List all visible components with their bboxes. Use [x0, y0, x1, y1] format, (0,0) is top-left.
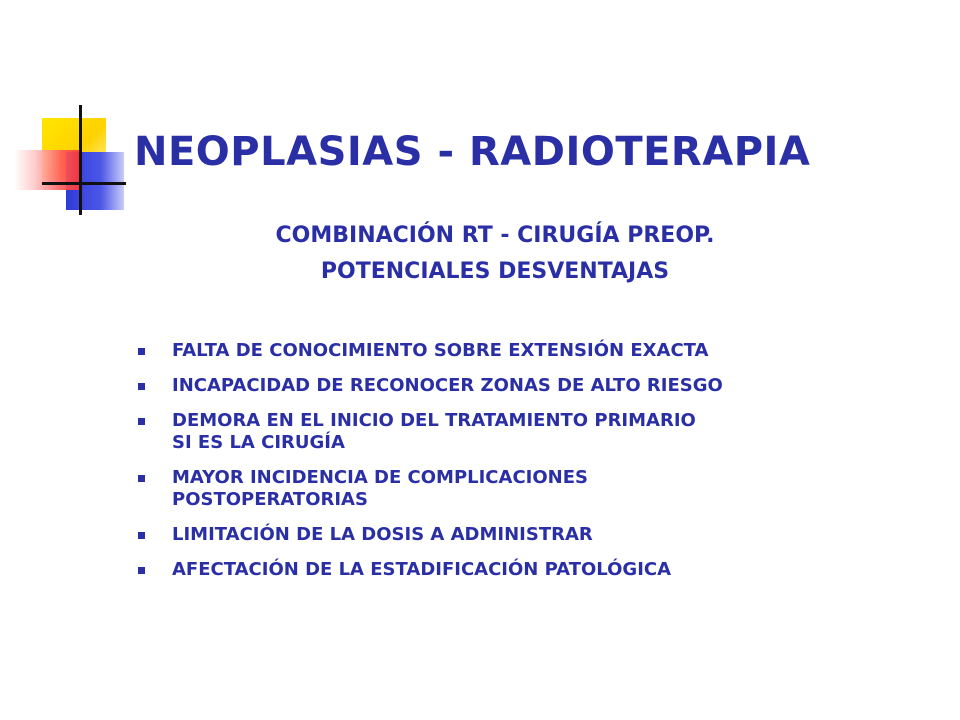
bullet-text: LIMITACIÓN DE LA DOSIS A ADMINISTRAR: [172, 524, 593, 545]
bullet-text: INCAPACIDAD DE RECONOCER ZONAS DE ALTO RIESGO: [172, 375, 723, 396]
square-bullet-icon: [138, 532, 145, 539]
bullet-item: [134, 410, 934, 454]
slide-title: NEOPLASIAS - RADIOTERAPIA: [134, 129, 811, 175]
bullet-item: [134, 340, 934, 362]
bullet-text: MAYOR INCIDENCIA DE COMPLICACIONES: [172, 467, 588, 488]
bullet-item: [134, 524, 934, 546]
subheading: [150, 218, 840, 290]
decorative-squares-logo: [0, 0, 140, 240]
vertical-line: [79, 105, 82, 215]
square-bullet-icon: [138, 567, 145, 574]
square-bullet-icon: [138, 475, 145, 482]
square-bullet-icon: [138, 418, 145, 425]
bullet-item: [134, 559, 934, 581]
subheading-line-2: POTENCIALES DESVENTAJAS: [320, 259, 670, 284]
bullet-text: AFECTACIÓN DE LA ESTADIFICACIÓN PATOLÓGICA: [172, 559, 672, 580]
square-bullet-icon: [138, 383, 145, 390]
bullet-list: [134, 340, 934, 594]
bullet-text: DEMORA EN EL INICIO DEL TRATAMIENTO PRIMARIO: [172, 410, 696, 431]
square-bullet-icon: [138, 348, 145, 355]
horizontal-line: [42, 182, 126, 185]
bullet-text: FALTA DE CONOCIMIENTO SOBRE EXTENSIÓN EXACTA: [172, 340, 709, 361]
bullet-item: [134, 375, 934, 397]
subheading-line-1: COMBINACIÓN RT - CIRUGÍA PREOP.: [275, 223, 715, 248]
bullet-item: [134, 467, 934, 511]
bullet-text-continuation: SI ES LA CIRUGÍA: [172, 432, 345, 453]
bullet-text-continuation: POSTOPERATORIAS: [172, 489, 368, 510]
